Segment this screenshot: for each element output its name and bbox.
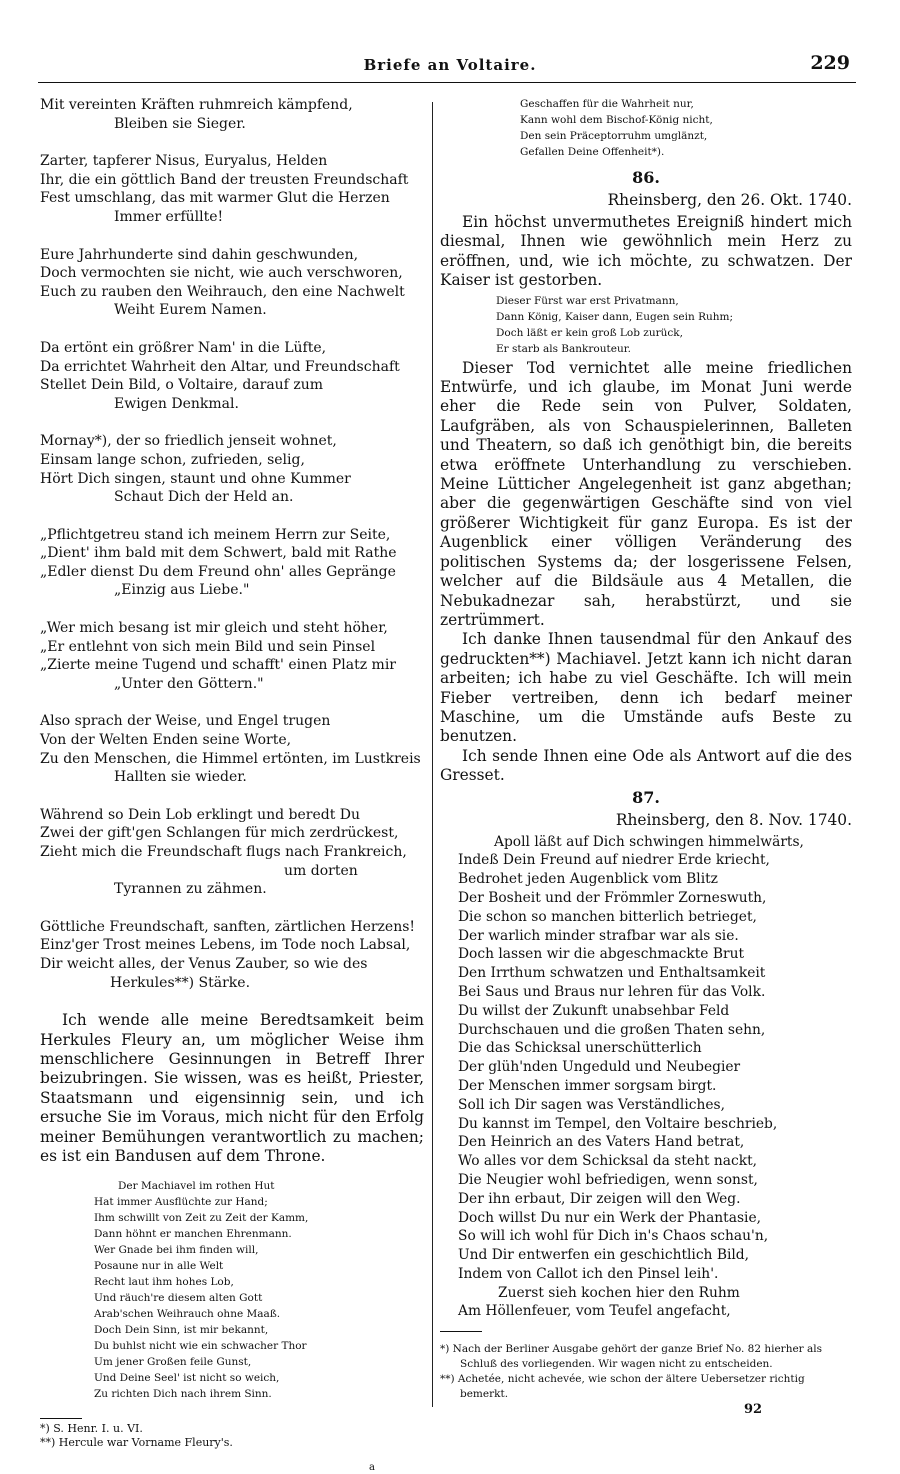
poem-stanza <box>40 152 424 226</box>
embedded-poem <box>520 96 852 160</box>
left-column <box>40 96 424 1450</box>
header-rule <box>38 82 856 83</box>
verse-line: „Einzig aus Liebe." <box>114 582 250 599</box>
verse-line: Von der Welten Enden seine Worte, <box>40 732 292 749</box>
verse-line: So will ich wohl für Dich in's Chaos schau'n, <box>458 1228 769 1245</box>
verse-line: Der ihn erbaut, Dir zeigen will den Weg. <box>458 1190 741 1207</box>
verse-line: Weiht Eurem Namen. <box>114 302 267 319</box>
verse-line: Also sprach der Weise, und Engel trugen <box>40 713 331 730</box>
verse-line: Durchschauen und die großen Thaten sehn, <box>458 1021 766 1038</box>
letter-date: Rheinsberg, den 26. Okt. 1740. <box>607 191 852 209</box>
letter-number: 86. <box>632 168 660 187</box>
verse-line: „Pflichtgetreu stand ich meinem Herrn zur Seite, <box>40 526 391 543</box>
paragraph-text: Ein höchst unvermuthetes Ereigniß hindert mich diesmal, Ihnen wie gewöhnlich mein Herz zu eröffnen, und, wie ich möchte, zu schwatzen. Der Kaiser ist gestorben. <box>440 213 852 290</box>
letter-number: 87. <box>632 787 660 807</box>
poem-stanza <box>40 339 424 413</box>
verse-line: Zu den Menschen, die Himmel ertönten, im Lustkreis <box>40 750 421 767</box>
verse-line: Posaune nur in alle Welt <box>94 1260 224 1273</box>
verse-line: Du willst der Zukunft unabsehbar Feld <box>458 1002 730 1019</box>
paragraph-text: Ich wende alle meine Beredtsamkeit beim Herkules Fleury an, um möglicher Weise ihm menschlichere Gesinnungen in Betreff Ihrer beizubringen. Sie wissen, was es heißt, Priester, Staatsmann und eigensinnig sein, und ich ersuche Sie im Voraus, mich nicht für den Erfolg meiner Bemühungen verantwortlich zu machen; es ist ein Bandusen auf dem Throne. <box>40 1011 424 1165</box>
verse-line: Ewigen Denkmal. <box>114 395 239 412</box>
verse-line: Wer Gnade bei ihm finden will, <box>94 1244 259 1257</box>
verse-line: Die Neugier wohl befriedigen, wenn sonst, <box>458 1171 758 1188</box>
verse-line: Zuerst sieh kochen hier den Ruhm <box>498 1284 740 1301</box>
verse-line: Den sein Präceptorruhm umglänzt, <box>520 130 708 142</box>
footnote-rule <box>440 1331 482 1332</box>
verse-line: Der Machiavel im rothen Hut <box>118 1180 275 1193</box>
verse-line: Den Irrthum schwatzen und Enthaltsamkeit <box>458 965 766 982</box>
verse-line: Du kannst im Tempel, den Voltaire beschrieb, <box>458 1115 778 1132</box>
verse-line: Indeß Dein Freund auf niedrer Erde kriecht, <box>458 852 770 869</box>
verse-line: Zarter, tapferer Nisus, Euryalus, Helden <box>40 153 328 170</box>
verse-line: „Er entlehnt von sich mein Bild und sein Pinsel <box>40 638 376 655</box>
poem-stanza <box>40 432 424 506</box>
letter-body <box>440 359 852 786</box>
verse-line: Gefallen Deine Offenheit*). <box>520 146 665 158</box>
footnote: **) Hercule war Vorname Fleury's. <box>40 1436 233 1450</box>
running-header <box>0 52 900 82</box>
verse-line: Die das Schicksal unerschütterlich <box>458 1040 702 1057</box>
verse-line: Ihm schwillt von Zeit zu Zeit der Kamm, <box>94 1212 309 1225</box>
verse-line: Fest umschlang, das mit warmer Glut die Herzen <box>40 190 390 207</box>
verse-line: Während so Dein Lob erklingt und beredt Du <box>40 806 361 823</box>
verse-line: „Unter den Göttern." <box>114 675 264 692</box>
poem-stanza <box>40 246 424 320</box>
footnote-rule <box>40 1418 82 1419</box>
verse-line: Und Deine Seel' ist nicht so weich, <box>94 1372 280 1385</box>
verse-line: Und Dir entwerfen ein geschichtlich Bild, <box>458 1247 750 1264</box>
verse-line: „Wer mich besang ist mir gleich und steht höher, <box>40 620 388 637</box>
verse-line: Soll ich Dir sagen was Verständliches, <box>458 1096 726 1113</box>
verse-line: Indem von Callot ich den Pinsel leih'. <box>458 1265 719 1282</box>
verse-line: Um jener Großen feile Gunst, <box>94 1356 252 1369</box>
verse-line: Mornay*), der so friedlich jenseit wohnet, <box>40 433 337 450</box>
verse-line: Geschaffen für die Wahrheit nur, <box>520 98 694 110</box>
verse-line: Ihr, die ein göttlich Band der treusten Freundschaft <box>40 171 409 188</box>
signature-mark: 92 <box>744 1402 763 1417</box>
poem-stanza <box>40 712 424 786</box>
bottom-mark: a <box>369 1462 375 1473</box>
poem-stanza <box>40 619 424 693</box>
verse-line: Apoll läßt auf Dich schwingen himmelwärts, <box>494 833 804 850</box>
footnote: **) Achetée, nicht achevée, wie schon der ältere Uebersetzer richtig bemerkt. <box>440 1373 805 1401</box>
embedded-poem <box>496 293 852 357</box>
verse-line: Da errichtet Wahrheit den Altar, und Freundschaft <box>40 358 400 375</box>
verse-line: Hallten sie wieder. <box>114 769 247 786</box>
verse-line: Am Höllenfeuer, vom Teufel angefacht, <box>458 1303 731 1320</box>
verse-line: Der warlich minder strafbar war als sie. <box>458 927 739 944</box>
verse-line: Immer erfüllte! <box>114 208 224 225</box>
verse-line: Recht laut ihm hohes Lob, <box>94 1276 234 1289</box>
verse-line: Du buhlst nicht wie ein schwacher Thor <box>94 1340 307 1353</box>
verse-line: Dann höhnt er manchen Ehrenmann. <box>94 1228 292 1241</box>
verse-line: Bei Saus und Braus nur lehren für das Volk. <box>458 983 766 1000</box>
verse-line: Doch willst Du nur ein Werk der Phantasie, <box>458 1209 761 1226</box>
letter-poem <box>440 833 852 1322</box>
verse-line: Stellet Dein Bild, o Voltaire, darauf zum <box>40 377 323 394</box>
verse-line: Euch zu rauben den Weihrauch, den eine Nachwelt <box>40 283 405 300</box>
verse-line: Doch Dein Sinn, ist mir bekannt, <box>94 1324 269 1337</box>
verse-line: Zieht mich die Freundschaft flugs nach Frankreich, <box>40 844 407 860</box>
running-title: Briefe an Voltaire. <box>363 56 537 74</box>
verse-line: Doch lassen wir die abgeschmackte Brut <box>458 946 745 963</box>
letter-date: Rheinsberg, den 8. Nov. 1740. <box>615 810 852 829</box>
verse-line: Mit vereinten Kräften ruhmreich kämpfend, <box>40 97 353 113</box>
footnote: *) Nach der Berliner Ausgabe gehört der ganze Brief No. 82 hierher als Schluß des vorliegenden. Wir wagen nicht zu entscheiden. <box>440 1343 823 1371</box>
verse-line: Bedrohet jeden Augenblick vom Blitz <box>458 871 718 888</box>
right-column <box>440 96 852 1402</box>
verse-line: Doch vermochten sie nicht, wie auch verschworen, <box>40 265 403 282</box>
verse-line: Arab'schen Weihrauch ohne Maaß. <box>94 1308 281 1321</box>
verse-line: Da ertönt ein größrer Nam' in die Lüfte, <box>40 339 327 356</box>
paragraph-text: Ich danke Ihnen tausendmal für den Ankauf des gedruckten**) Machiavel. Jetzt kann ich nicht daran arbeiten; ich habe zu viel Geschäfte. Ich will mein Fieber vertreiben, denn ich bedarf meiner Maschine, um die Umstände aufs Beste zu benutzen. <box>440 630 852 746</box>
poem-stanza <box>40 918 424 992</box>
verse-line: „Edler dienst Du dem Freund ohn' alles Gepränge <box>40 563 396 580</box>
poem-stanza <box>40 526 424 600</box>
verse-line: Der Menschen immer sorgsam birgt. <box>458 1077 717 1094</box>
verse-line: Dir weicht alles, der Venus Zauber, so wie des <box>40 955 368 972</box>
footnotes <box>440 1342 852 1402</box>
column-divider <box>432 102 433 1407</box>
body-paragraph <box>40 1011 424 1166</box>
verse-line: Herkules**) Stärke. <box>110 974 251 991</box>
embedded-poem <box>94 1178 424 1402</box>
verse-line: Eure Jahrhunderte sind dahin geschwunden, <box>40 246 359 263</box>
paragraph-text: Dieser Tod vernichtet alle meine friedlichen Entwürfe, und ich glaube, im Monat Juni werde eher die Rede sein von Pulver, Soldaten, Laufgräben, als von Schauspielerinnen, Balleten und Theatern, so daß ich genöthigt bin, die bereits etwa eröffnete Unterhandlung zu verschieben. Meine Lütticher Angelegenheit ist ganz abgethan; aber die gegenwärtigen Geschäfte sind von viel größerer Wichtigkeit für ganz Europa. Es ist der Augenblick einer völligen Veränderung des politischen Systems da; der losgerissene Felsen, welcher auf die Bildsäule aus 4 Metallen, die Nebukadnezar sah, herabstürzt, und sie zertrümmert. <box>440 358 852 629</box>
verse-line: Hört Dich singen, staunt und ohne Kummer <box>40 470 351 487</box>
verse-line: Tyrannen zu zähmen. <box>114 881 267 898</box>
verse-line: Und räuch're diesem alten Gott <box>94 1292 263 1305</box>
paragraph-text: Ich sende Ihnen eine Ode als Antwort auf die des Gresset. <box>440 746 852 785</box>
verse-line: „Zierte meine Tugend und schafft' einen Platz mir <box>40 657 396 674</box>
page-number: 229 <box>810 52 850 74</box>
verse-line: Dieser Fürst war erst Privatmann, <box>496 294 679 307</box>
verse-line: Hat immer Ausflüchte zur Hand; <box>94 1196 268 1209</box>
verse-line: Er starb als Bankrouteur. <box>496 342 631 355</box>
verse-line: Der glüh'nden Ungeduld und Neubegier <box>458 1059 741 1076</box>
verse-line: Wo alles vor dem Schicksal da steht nackt, <box>458 1153 758 1170</box>
verse-line: Bleiben sie Sieger. <box>114 115 246 132</box>
verse-line: Dann König, Kaiser dann, Eugen sein Ruhm; <box>496 310 733 323</box>
poem-stanza <box>40 96 424 133</box>
verse-line: Schaut Dich der Held an. <box>114 489 294 506</box>
verse-line: Göttliche Freundschaft, sanften, zärtlichen Herzens! <box>40 918 416 935</box>
verse-line: Die schon so manchen bitterlich betrieget, <box>458 908 757 925</box>
poem-stanza <box>40 806 424 899</box>
letter-body <box>440 213 852 291</box>
verse-line: Kann wohl dem Bischof-König nicht, <box>520 114 713 126</box>
verse-line: Zwei der gift'gen Schlangen für mich zerdrückest, <box>40 825 399 842</box>
verse-line: Der Bosheit und der Frömmler Zorneswuth, <box>458 889 767 906</box>
verse-line: „Dient' ihm bald mit dem Schwert, bald mit Rathe <box>40 545 397 562</box>
verse-line: Einz'ger Trost meines Lebens, im Tode noch Labsal, <box>40 937 411 954</box>
verse-line: Den Heinrich an des Vaters Hand betrat, <box>458 1134 745 1151</box>
verse-line: Einsam lange schon, zufrieden, selig, <box>40 451 305 468</box>
verse-line: Doch läßt er kein groß Lob zurück, <box>496 326 683 339</box>
verse-line: um dorten <box>284 862 358 879</box>
footnote: *) S. Henr. I. u. VI. <box>40 1422 143 1436</box>
verse-line: Zu richten Dich nach ihrem Sinn. <box>94 1388 272 1401</box>
